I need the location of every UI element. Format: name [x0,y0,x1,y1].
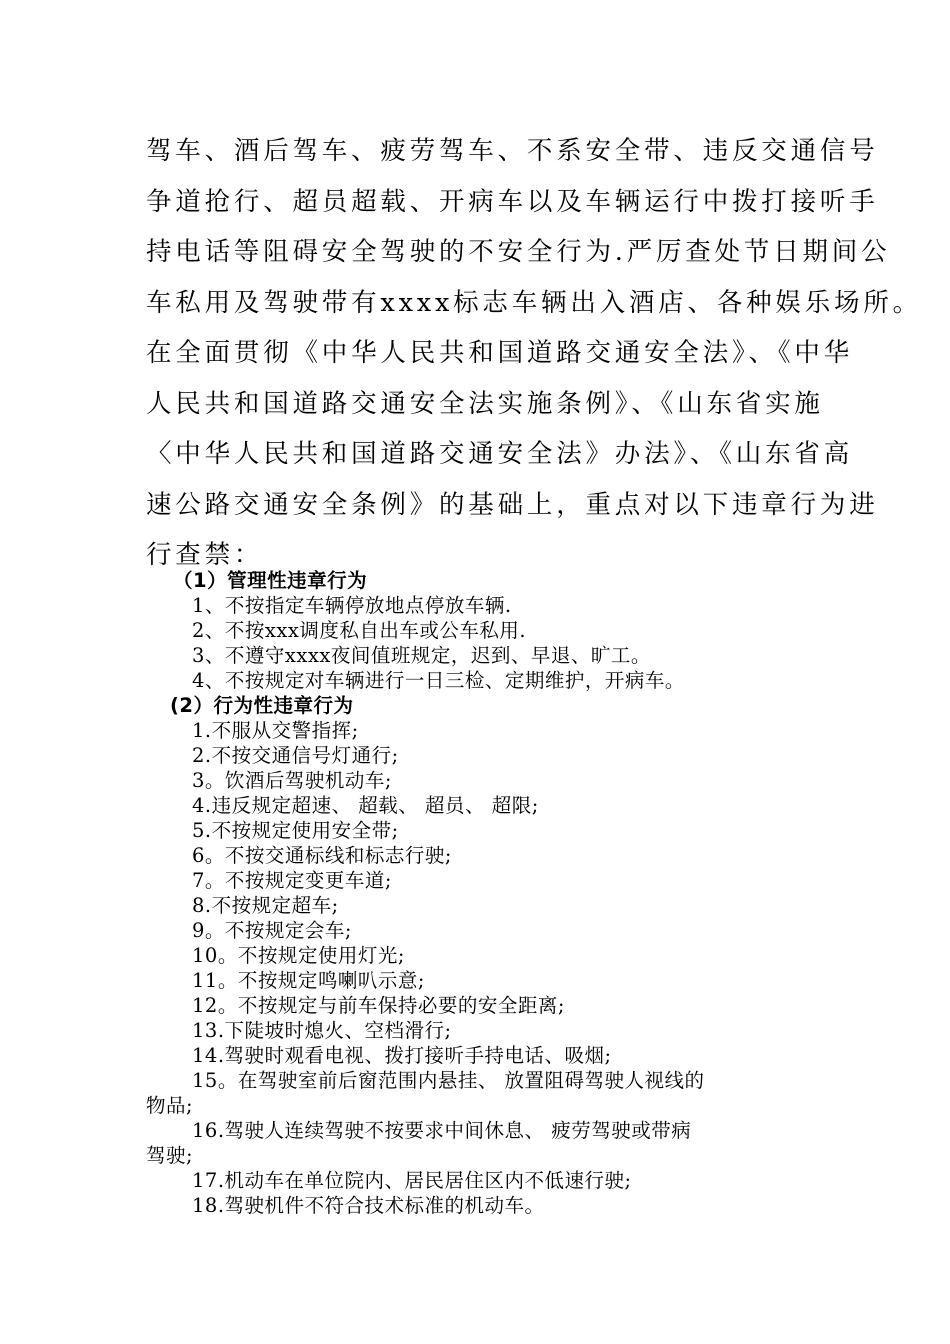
list-item: 8.不按规定超车; [192,894,339,917]
list-item: 14.驾驶时观看电视、拨打接听手持电话、吸烟; [192,1044,612,1067]
paragraph-line: 行查禁： [146,540,264,570]
list-item: 2.不按交通信号灯通行; [192,744,399,767]
list-item: 5.不按规定使用安全带; [192,819,399,842]
paragraph-line: 持电话等阻碍安全驾驶的不安全行为.严厉查处节日期间公 [146,237,891,267]
list-item: 4、不按规定对车辆进行一日三检、定期维护，开病车。 [192,669,685,692]
list-item: 3。饮酒后驾驶机动车; [192,769,392,792]
list-item: 6。不按交通标线和标志行驶; [192,844,452,867]
list-item: 15。在驾驶室前后窗范围内悬挂、 放置阻碍驾驶人视线的 [192,1069,705,1092]
list-item-continuation: 物品; [146,1094,194,1117]
list-item-continuation: 驾驶; [146,1144,194,1167]
list-item: 17.机动车在单位院内、居民居住区内不低速行驶; [192,1169,632,1192]
list-item: 3、不遵守xxxx夜间值班规定，迟到、早退、旷工。 [192,644,651,667]
list-item: 2、不按xxx调度私自出车或公车私用. [192,619,527,642]
list-item: 16.驾驶人连续驾驶不按要求中间休息、 疲劳驾驶或带病 [192,1119,692,1142]
list-item: 12。不按规定与前车保持必要的安全距离; [192,994,565,1017]
section-heading-behavior: (2）行为性违章行为 [170,694,354,717]
list-item: 11。不按规定鸣喇叭示意; [192,969,425,992]
list-item: 1、不按指定车辆停放地点停放车辆. [192,594,512,617]
paragraph-line: 在全面贯彻《中华人民共和国道路交通安全法》、《中华 [146,338,854,368]
list-item: 7。不按规定变更车道; [192,869,392,892]
paragraph-line: 争道抢行、超员超载、开病车以及车辆运行中拨打接听手 [146,186,879,217]
list-item: 9。不按规定会车; [192,919,352,942]
list-item: 4.违反规定超速、 超载、 超员、 超限; [192,794,539,817]
paragraph-line: 速公路交通安全条例》的基础上，重点对以下违章行为进 [146,489,879,520]
list-item: 13.下陡坡时熄火、空档滑行; [192,1019,452,1042]
list-item: 18.驾驶机件不符合技术标准的机动车。 [192,1194,545,1217]
paragraph-line: 〈中华人民共和国道路交通安全法》办法》、《山东省高 [146,439,854,469]
paragraph-line: 人民共和国道路交通安全法实施条例》、《山东省实施 [146,388,824,419]
list-item: 10。不按规定使用灯光; [192,944,405,967]
violation-list [146,568,836,1218]
paragraph-line: 车私用及驾驶带有xxxx标志车辆出入酒店、各种娱乐场所。 [146,287,922,318]
body-paragraph [146,126,922,581]
list-item: 1.不服从交警指挥; [192,719,359,742]
paragraph-line: 驾车、酒后驾车、疲劳驾车、不系安全带、违反交通信号 [146,136,879,166]
section-heading-management: （1）管理性违章行为 [173,569,368,592]
